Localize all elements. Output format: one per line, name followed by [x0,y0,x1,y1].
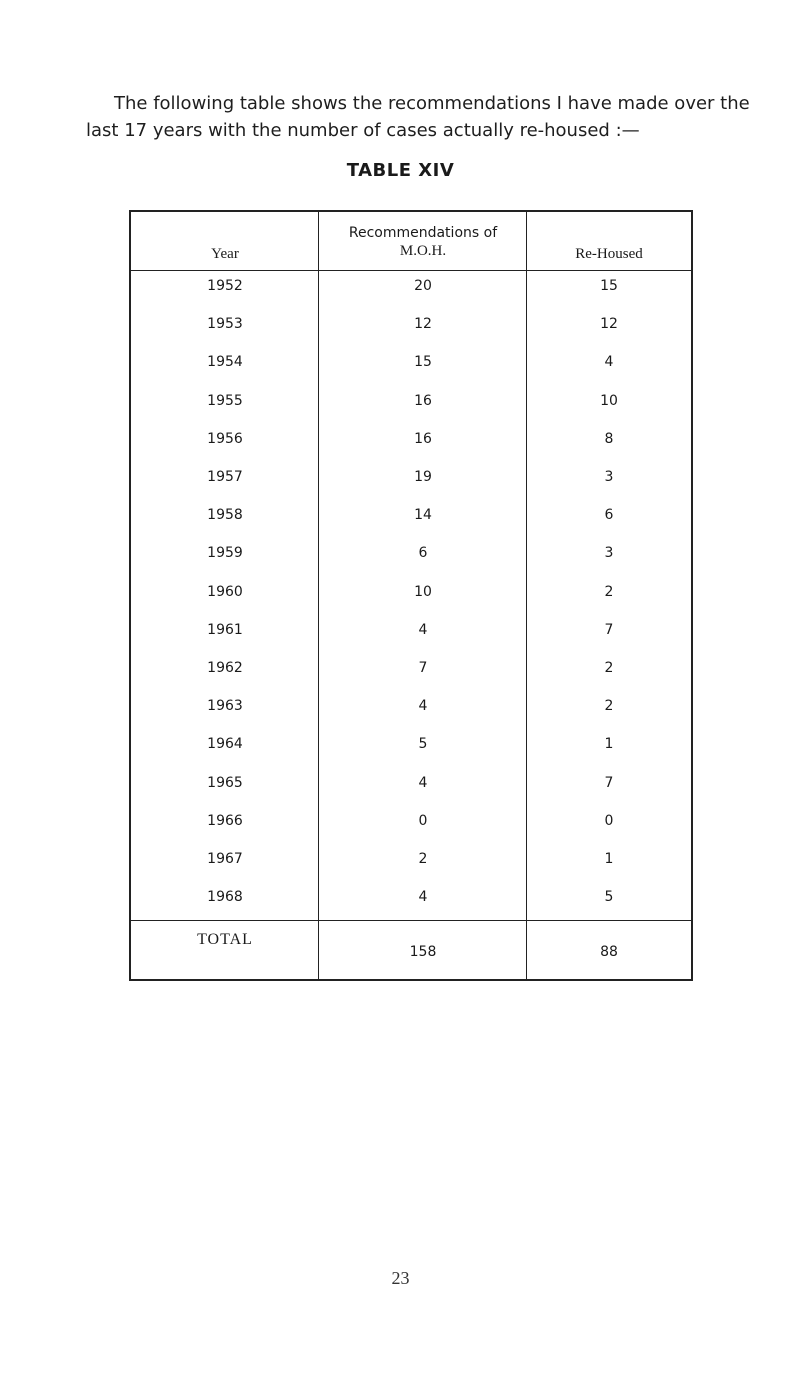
table-row [131,507,691,537]
recommendations-cell: 0 [418,812,428,829]
header-recommendations-line2: M.O.H. [399,243,447,259]
table-row [131,584,691,614]
header-divider [131,270,691,271]
year-cell: 1958 [207,507,243,524]
rehoused-cell: 3 [604,469,614,485]
rehoused-cell: 2 [604,660,614,676]
recommendations-cell: 16 [414,430,432,447]
table-row [131,545,691,575]
year-cell: 1956 [207,430,243,447]
table-row [131,851,691,881]
header-rehoused: Re-Housed [575,246,643,262]
recommendations-cell: 12 [414,316,432,333]
table-row [131,469,691,499]
total-rehoused: 88 [600,944,618,960]
table-row [131,278,691,308]
year-cell: 1960 [207,583,243,600]
rehoused-cell: 5 [604,889,614,906]
recommendations-cell: 14 [414,507,432,524]
table-row [131,813,691,843]
recommendations-cell: 5 [418,736,428,753]
rehoused-cell: 1 [604,736,614,753]
recommendations-cell: 16 [414,392,432,409]
rehoused-cell: 4 [604,354,614,371]
recommendations-cell: 6 [418,545,428,562]
table-row [131,354,691,384]
rehoused-cell: 2 [604,583,614,600]
total-divider [131,920,691,921]
recommendations-cell: 4 [418,621,428,638]
year-cell: 1957 [207,469,243,485]
total-recommendations: 158 [409,944,437,960]
table-title: TABLE XIV [346,160,455,181]
table-row [131,660,691,690]
page-number: 23 [391,1268,410,1288]
header-year: Year [211,246,239,262]
year-cell: 1955 [207,392,243,409]
rehousing-table [129,210,693,981]
recommendations-cell: 20 [414,278,432,294]
rehoused-cell: 3 [604,545,614,562]
table-row [131,698,691,728]
rehoused-cell: 6 [604,507,614,524]
year-cell: 1966 [207,812,243,829]
year-cell: 1953 [207,316,243,333]
recommendations-cell: 4 [418,774,428,791]
rehoused-cell: 2 [604,698,614,715]
recommendations-cell: 4 [418,889,428,906]
table-row [131,316,691,346]
year-cell: 1963 [207,698,243,715]
table-row [131,622,691,652]
rehoused-cell: 10 [600,392,618,409]
table-row [131,393,691,423]
year-cell: 1954 [207,354,243,371]
year-cell: 1952 [207,278,243,294]
recommendations-cell: 7 [418,660,428,676]
year-cell: 1959 [207,545,243,562]
year-cell: 1964 [207,736,243,753]
table-row [131,431,691,461]
table-row [131,736,691,766]
header-recommendations [319,224,527,260]
rehoused-cell: 0 [604,812,614,829]
recommendations-cell: 10 [414,583,432,600]
recommendations-cell: 15 [414,354,432,371]
rehoused-cell: 1 [604,851,614,867]
rehoused-cell: 7 [604,774,614,791]
table-row [131,775,691,805]
recommendations-cell: 19 [414,469,432,485]
recommendations-cell: 4 [418,698,428,715]
rehoused-cell: 8 [604,430,614,447]
year-cell: 1965 [207,774,243,791]
rehoused-cell: 12 [600,316,618,333]
rehoused-cell: 7 [604,621,614,638]
year-cell: 1967 [207,851,243,867]
header-recommendations-line1: Recommendations of [348,225,498,241]
year-cell: 1968 [207,889,243,906]
rehoused-cell: 15 [600,278,618,294]
year-cell: 1961 [207,621,243,638]
table-row [131,889,691,919]
year-cell: 1962 [207,660,243,676]
intro-paragraph: The following table shows the recommendations I have made over the last 17 years with the number of cases actually re-housed :— [86,93,750,141]
total-label: TOTAL [197,931,253,948]
recommendations-cell: 2 [418,851,428,867]
